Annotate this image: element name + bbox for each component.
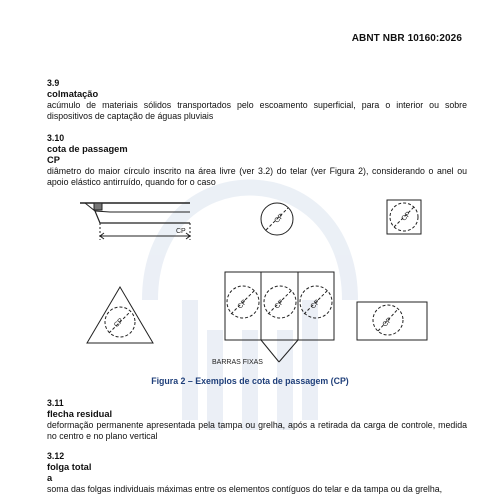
section-3-12 [47, 451, 467, 495]
section-term: cota de passagem [47, 144, 128, 154]
cp-label: CP [273, 212, 286, 225]
cp-triangle-example [87, 287, 153, 343]
section-number: 3.12 [47, 451, 65, 461]
section-number: 3.9 [47, 78, 60, 88]
standard-header: ABNT NBR 10160:2026 [351, 33, 462, 44]
figure-caption: Figura 2 – Exemplos de cota de passagem (CP) [151, 376, 349, 386]
cp-label: CP [381, 316, 394, 329]
section-definition: deformação permanente apresentada pela tampa ou grelha, após a retirada da carga de controle, medida no centro e no plano vertical [47, 420, 467, 441]
barras-fixas-label: BARRAS FIXAS [212, 359, 263, 366]
cp-label: CP [273, 298, 286, 311]
section-term: folga total [47, 462, 92, 472]
cp-label: CP [176, 228, 186, 235]
section-term: colmatação [47, 89, 99, 99]
section-term: flecha residual [47, 409, 113, 419]
section-symbol: CP [47, 155, 60, 165]
section-number: 3.11 [47, 398, 64, 408]
section-definition: acúmulo de materiais sólidos transportados pelo escoamento superficial, para o interior ou sobre dispositivos de captação de águas pluviais [47, 100, 467, 121]
section-number: 3.10 [47, 133, 65, 143]
cp-label: CP [113, 317, 125, 330]
cp-grid-fixed-bars [225, 272, 334, 362]
section-3-11 [47, 398, 467, 442]
cp-label: CP [236, 298, 249, 311]
section-definition: diâmetro do maior círculo inscrito na área livre (ver 3.2) do telar (ver Figura 2), considerando o anel ou apoio elástico antirruído, quando for o caso [47, 166, 467, 187]
section-view [80, 203, 190, 240]
section-definition: soma das folgas individuais máximas entre os elementos contíguos do telar e da tampa ou da grelha, [47, 484, 443, 494]
cp-label: CP [400, 210, 413, 223]
cp-label: CP [309, 298, 322, 311]
section-symbol: a [47, 473, 53, 483]
